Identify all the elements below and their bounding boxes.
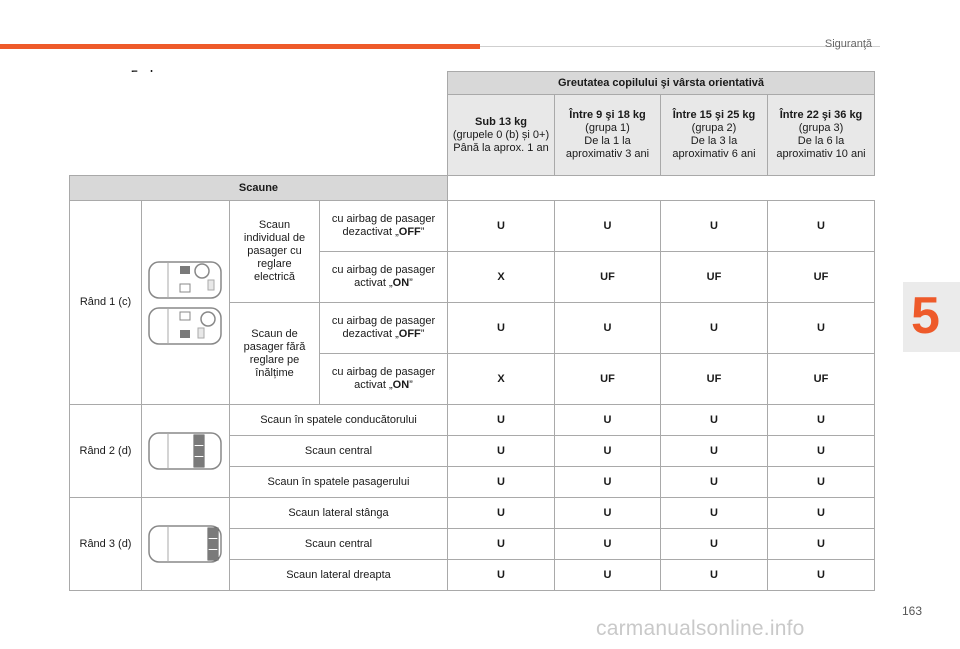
value-cell: UF — [768, 354, 875, 405]
front-seat-icon — [146, 304, 226, 348]
third-row-icon — [146, 522, 226, 566]
value-cell: UF — [661, 354, 768, 405]
value-cell: U — [661, 467, 768, 498]
front-seat-icon — [146, 258, 226, 302]
column-header: Între 15 şi 25 kg (grupa 2) De la 3 la aproximativ 6 ani — [661, 95, 768, 176]
value-cell: U — [661, 498, 768, 529]
value-cell: U — [555, 303, 661, 354]
value-cell: U — [768, 529, 875, 560]
value-cell: U — [555, 405, 661, 436]
value-cell: U — [555, 467, 661, 498]
weight-header: Greutatea copilului şi vârsta orientativă — [448, 72, 875, 95]
seat-name: Scaun în spatele conducătorului — [230, 405, 448, 436]
value-cell: U — [768, 498, 875, 529]
accent-bar — [0, 44, 480, 49]
chapter-tab — [903, 282, 960, 352]
seat-name: Scaun lateral dreapta — [230, 560, 448, 591]
value-cell: UF — [768, 252, 875, 303]
page-number: 163 — [902, 604, 923, 618]
seat-name: Scaun lateral stânga — [230, 498, 448, 529]
value-cell: U — [768, 405, 875, 436]
seat-name: Scaun individual de pasager cu reglare electrică — [230, 201, 320, 303]
section-title: Siguranţă — [824, 38, 872, 50]
value-cell: U — [448, 560, 555, 591]
value-cell: UF — [555, 354, 661, 405]
value-cell: U — [555, 436, 661, 467]
chapter-number: 5 — [911, 287, 940, 345]
airbag-off-label: cu airbag de pasager dezactivat „OFF” — [320, 201, 448, 252]
value-cell: U — [661, 529, 768, 560]
value-cell: U — [768, 560, 875, 591]
value-cell: U — [768, 467, 875, 498]
value-cell: U — [448, 303, 555, 354]
seats-header: Scaune — [70, 176, 448, 201]
vehicle-diagram — [142, 201, 230, 405]
value-cell: U — [661, 560, 768, 591]
value-cell: U — [768, 201, 875, 252]
value-cell: U — [768, 303, 875, 354]
value-cell: U — [661, 405, 768, 436]
row-label: Rând 3 (d) — [70, 498, 142, 591]
value-cell: U — [768, 436, 875, 467]
value-cell: U — [448, 436, 555, 467]
value-cell: U — [555, 560, 661, 591]
value-cell: U — [661, 436, 768, 467]
vehicle-diagram — [142, 405, 230, 498]
value-cell: X — [448, 252, 555, 303]
seat-name: Scaun de pasager fără reglare pe înălțime — [230, 303, 320, 405]
airbag-off-label: cu airbag de pasager dezactivat „OFF” — [320, 303, 448, 354]
airbag-on-label: cu airbag de pasager activat „ON” — [320, 354, 448, 405]
value-cell: U — [661, 303, 768, 354]
value-cell: U — [555, 201, 661, 252]
value-cell: U — [448, 201, 555, 252]
value-cell: U — [555, 529, 661, 560]
airbag-on-label: cu airbag de pasager activat „ON” — [320, 252, 448, 303]
child-seat-table — [69, 71, 875, 591]
header-rule — [480, 46, 880, 47]
value-cell: U — [448, 498, 555, 529]
watermark: carmanualsonline.info — [596, 617, 805, 640]
value-cell: U — [448, 467, 555, 498]
row-label: Rând 1 (c) — [70, 201, 142, 405]
column-header: Între 9 şi 18 kg (grupa 1) De la 1 la aproximativ 3 ani — [555, 95, 661, 176]
value-cell: X — [448, 354, 555, 405]
seat-name: Scaun central — [230, 529, 448, 560]
column-header: Între 22 şi 36 kg (grupa 3) De la 6 la aproximativ 10 ani — [768, 95, 875, 176]
value-cell: UF — [555, 252, 661, 303]
seat-name: Scaun central — [230, 436, 448, 467]
value-cell: U — [448, 529, 555, 560]
vehicle-diagram — [142, 498, 230, 591]
row-label: Rând 2 (d) — [70, 405, 142, 498]
seat-name: Scaun în spatele pasagerului — [230, 467, 448, 498]
second-row-icon — [146, 429, 226, 473]
value-cell: UF — [661, 252, 768, 303]
value-cell: U — [555, 498, 661, 529]
value-cell: U — [448, 405, 555, 436]
value-cell: U — [661, 201, 768, 252]
column-header: Sub 13 kg (grupele 0 (b) și 0+) Până la aprox. 1 an — [448, 95, 555, 176]
